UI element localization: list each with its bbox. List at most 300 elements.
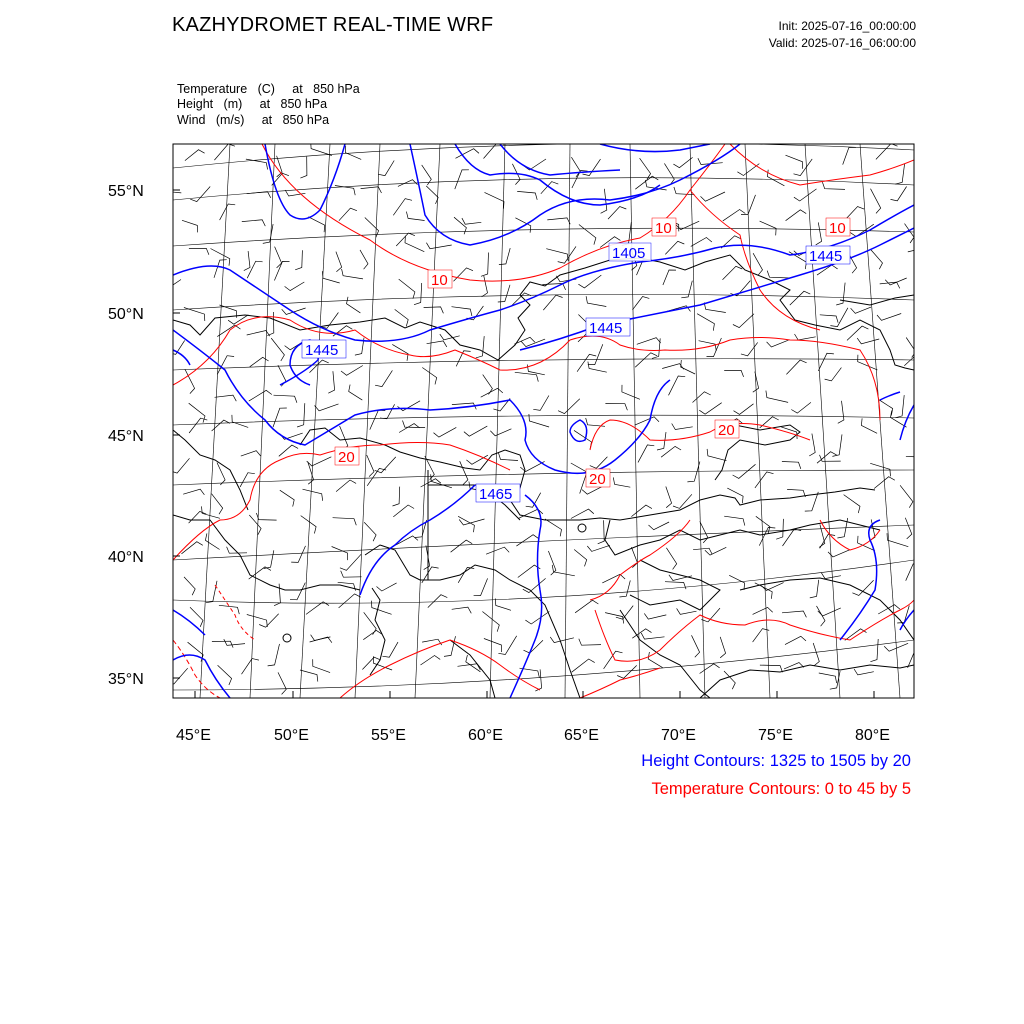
wind-barb [786,210,807,221]
wind-barb [619,580,630,597]
wind-barb [300,670,318,682]
wind-barb [189,511,207,523]
wind-barb [550,637,574,643]
wind-barb [244,251,250,271]
wind-barb [572,659,595,672]
wind-barb [434,427,457,437]
wind-barb [857,338,879,344]
wind-barb [583,159,601,176]
wind-barb [215,395,237,401]
wind-barb [880,282,900,288]
wind-barb [206,581,217,603]
wind-barb [820,315,838,323]
wind-barb [665,241,684,254]
lat-axis [173,190,180,678]
lon-label-65: 65°E [564,727,599,744]
wind-barb [291,546,305,563]
wind-barb [908,247,932,253]
wind-barb [602,574,625,583]
lon-label-60: 60°E [468,727,503,744]
wind-barb [707,449,726,461]
wind-barb [218,665,232,685]
wind-barb [290,583,305,600]
wind-barb [795,334,816,340]
wind-barb [633,297,650,310]
lat-label-50: 50°N [108,306,144,323]
wind-barb [347,297,361,313]
wind-barb [844,495,860,513]
wind-barb [755,472,774,488]
wind-barb [776,519,783,539]
wind-barb [360,250,368,269]
wind-barb [240,473,255,487]
wind-barb [217,325,240,337]
wind-barb [885,278,907,285]
wind-barb [249,567,271,579]
wind-barb [424,545,430,569]
wind-barb [524,640,544,653]
wind-barb [734,404,754,415]
wind-barb [753,253,762,275]
svg-text:20: 20 [718,422,735,439]
wind-barb [315,404,339,411]
wind-barb [297,403,305,427]
wind-barb [300,157,307,179]
wind-barb [558,399,580,414]
wind-barb [825,368,842,381]
wind-barb [693,392,711,403]
wind-barb [525,612,549,625]
wind-barb [451,540,473,552]
wind-barb [821,573,841,579]
wind-barb [427,341,447,347]
wind-barb [887,533,908,547]
wind-barb [904,351,926,366]
wind-barb [393,505,414,517]
field-height: Height (m) at 850 hPa [177,97,328,111]
wind-barb [677,608,697,614]
wind-barb [466,655,481,672]
wind-barb [264,550,274,568]
wind-barb [854,669,874,675]
wind-barb [332,547,348,561]
wind-barb [669,575,692,581]
wind-barb [664,163,674,184]
wind-barb [767,170,784,186]
wind-barb [274,261,289,280]
wind-barb [666,548,676,570]
wind-barb [640,158,651,179]
wind-barb [601,189,607,214]
height-label-1445-west [302,340,346,359]
wind-barb [219,605,239,614]
wind-barb [687,462,700,482]
wind-barb [817,606,826,626]
wind-barb [414,283,422,305]
wind-barb [342,269,363,279]
wind-barb [813,643,819,666]
wind-barb [190,187,210,202]
wind-barb [189,403,205,423]
wind-barb [851,307,871,313]
wind-barb [809,434,815,456]
wind-barb [700,664,720,674]
wind-barb [211,249,230,266]
wind-barb [666,487,672,508]
wind-barb [242,220,265,226]
svg-text:1445: 1445 [809,248,843,265]
temp-label-20-east [715,420,739,439]
wind-barb [692,635,700,657]
wind-barb [543,295,562,310]
wind-barb [307,457,332,466]
wind-barb [727,488,743,503]
lat-label-55: 55°N [108,183,144,200]
lon-label-70: 70°E [661,727,696,744]
wind-barb [259,614,279,627]
wind-barb [877,314,901,321]
wind-barb [818,353,834,371]
wind-barb [460,461,468,485]
wind-barb [339,594,361,608]
wind-barb [641,633,664,639]
wind-barb [241,451,261,456]
wind-barb [188,642,204,661]
temp-label-10-north [652,218,676,237]
wind-barb [697,314,714,331]
wind-barb [832,434,842,456]
wind-barb [644,613,666,619]
wind-barb [495,599,511,611]
wind-barb [361,187,382,193]
wind-barb [691,238,712,247]
wind-barb [162,184,181,193]
lat-label-35: 35°N [108,671,144,688]
wind-barb [406,212,424,221]
wind-barb [699,403,721,415]
wind-barb [285,282,305,291]
svg-text:20: 20 [589,471,606,488]
wind-barb [861,418,877,433]
wind-barb [232,415,248,428]
wind-barb [579,639,601,645]
height-label-1445-east [806,246,850,265]
temp-label-20-west [335,447,359,466]
wind-barb [517,191,537,199]
lon-label-55: 55°E [371,727,406,744]
lat-label-45: 45°N [108,428,144,445]
wind-barb [905,518,912,539]
wind-barb [466,455,488,464]
wind-barb [891,187,907,201]
wind-barb [303,489,323,501]
wind-barb [310,360,329,373]
wind-barb [724,671,735,689]
wind-barb [399,279,415,299]
wind-barb [249,515,261,535]
wind-barb [515,372,539,381]
wind-barb [249,390,272,401]
wind-barb [311,635,331,641]
wind-barb [205,533,219,549]
wind-barb [822,182,845,189]
wind-barb [587,545,610,551]
graticule [173,143,914,698]
wind-barb [638,445,654,463]
svg-text:10: 10 [829,220,846,237]
wind-barb [452,607,472,613]
wind-barb [830,308,848,327]
wind-barb [724,370,743,377]
wind-barb [482,276,488,297]
wind-barb [378,161,394,176]
wind-barb [571,509,594,518]
wind-barb [280,490,294,506]
wind-barb [455,170,469,189]
wind-barb [452,307,472,316]
wind-barb [486,547,509,554]
field-wind: Wind (m/s) at 850 hPa [177,113,330,127]
lon-label-50: 50°E [274,727,309,744]
wind-barb [818,608,841,616]
wind-barb [444,636,456,656]
field-temperature: Temperature (C) at 850 hPa [177,82,360,96]
wind-barb [426,243,451,249]
wind-barb [341,366,363,376]
wind-barbs [162,142,932,695]
wind-barb [574,430,592,448]
wind-barb [308,217,325,232]
svg-text:10: 10 [431,272,448,289]
wind-barb [464,426,487,436]
lon-axis [195,691,874,698]
wind-barb [753,607,773,614]
wind-barb [704,303,726,313]
wind-barb [185,150,205,161]
wind-barb [649,522,670,530]
temp-label-10-center [428,270,452,289]
lon-label-45: 45°E [176,727,211,744]
wind-barb [574,550,587,567]
svg-text:1405: 1405 [612,245,646,262]
wind-barb [426,186,438,204]
wind-barb [723,266,743,279]
wind-barb [224,639,245,645]
wind-barb [635,353,657,367]
wind-barb [421,656,441,666]
wind-barb [876,144,898,160]
wind-barb [810,580,819,598]
wind-barb [906,456,928,464]
wind-barb [322,271,339,283]
wind-barb [247,192,271,198]
wind-barb [723,210,746,221]
wind-barb [499,248,510,265]
wind-barb [393,199,412,216]
wind-barb [349,385,363,401]
height-label-1465 [476,484,520,503]
wind-barb [759,527,775,545]
wind-barb [782,462,801,469]
wind-barb [214,260,227,278]
wind-barb [336,480,356,492]
wind-barb [819,673,837,683]
wind-barb [608,207,626,220]
wind-barb [212,494,223,515]
wind-barb [895,395,904,418]
wind-barb [905,224,915,243]
wind-barb [783,529,802,546]
svg-text:1445: 1445 [589,320,623,337]
init-time: Init: 2025-07-16_00:00:00 [778,19,916,33]
lon-label-80: 80°E [855,727,890,744]
wind-barb [182,220,198,232]
wind-barb [673,494,692,508]
wind-barb [278,672,286,694]
wind-barb [784,663,804,669]
wind-barb [328,371,334,393]
wind-barb [836,283,845,305]
map-title: KAZHYDROMET REAL-TIME WRF [172,14,494,36]
wind-barb [588,362,607,373]
wind-barb [382,642,398,657]
wind-barb [185,369,195,394]
wind-barb [672,424,693,430]
wind-barb [220,204,236,220]
wind-barb [167,668,187,684]
wind-barb [786,360,806,374]
wind-barb [526,493,541,508]
temp-label-10-east [826,218,850,237]
wind-barb [547,218,570,224]
wind-barb [523,578,546,592]
wind-barb [733,314,754,328]
temperature-contour-note: Temperature Contours: 0 to 45 by 5 [651,780,911,798]
wind-barb [673,157,692,167]
wind-barb [733,464,756,478]
wind-barb [214,144,235,160]
wind-barb [377,583,397,591]
height-label-1445-center [586,318,630,337]
wind-barb [794,189,817,201]
temp-label-20-center [586,469,610,488]
wind-barb [274,395,297,403]
wind-barb [370,410,386,429]
wind-barb [247,615,267,628]
wind-barb [720,637,725,658]
wind-barb [184,308,205,322]
wind-barb [189,418,207,433]
wind-barb [380,404,395,419]
country-borders [173,255,914,698]
wind-barb [605,613,624,624]
wind-barb [340,554,361,570]
wind-barb [301,516,316,534]
wind-barb [533,396,549,411]
wind-barb [760,417,779,428]
wind-barb [516,535,538,546]
wind-barb [515,218,530,233]
wind-barb [635,176,658,189]
wind-barb [657,432,666,450]
wind-barb [648,652,663,668]
wind-barb [870,639,878,662]
wind-barb [906,564,921,581]
wind-barb [578,275,601,288]
wind-barb [267,312,273,336]
wind-barb [613,477,630,487]
wind-barb [485,192,505,208]
wind-barb [405,236,424,252]
wind-barb [482,612,499,632]
wind-barb [484,639,502,653]
wind-barb [273,408,287,427]
wind-barb [481,253,489,277]
wind-barb [701,192,726,201]
wind-barb [767,340,789,347]
wind-barb [363,630,382,639]
wind-barb [268,644,280,666]
wind-barb [545,519,562,536]
lat-label-40: 40°N [108,549,144,566]
wind-barb [341,571,362,578]
wind-barb [184,577,195,595]
wind-barb [767,271,789,278]
wind-barb [900,485,913,507]
wind-barb [760,221,777,235]
wind-barb [843,147,856,164]
wind-barb [598,520,605,544]
wind-barb [871,250,882,269]
wind-barb [375,370,392,386]
wind-barb [879,400,893,416]
wind-barb [741,342,758,355]
wind-barb [333,518,357,526]
wind-barb [364,522,376,541]
wind-barb [546,249,568,261]
wind-barb [474,578,488,595]
wind-barb [871,189,881,214]
wind-barb [271,338,284,361]
wind-barb [275,247,282,268]
wind-barb [524,159,546,170]
wind-barb [393,487,400,506]
svg-text:1445: 1445 [305,342,339,359]
wind-barb [820,534,835,548]
wind-barb [846,207,864,219]
wind-barb [791,402,811,413]
svg-text:20: 20 [338,449,355,466]
wind-barb [586,296,606,306]
wind-barb [306,602,329,615]
wind-barb [364,612,377,634]
wind-barb [189,248,209,255]
wind-barb [162,280,181,289]
lon-label-75: 75°E [758,727,793,744]
wind-barb [462,218,481,224]
wind-barb [681,360,695,374]
wind-barb [635,417,659,425]
wind-barb [256,513,276,520]
wind-barb [669,376,686,395]
wind-barb [183,489,204,495]
wind-barb [786,155,803,169]
wind-barb [476,336,484,358]
wind-barb [421,479,441,487]
wind-barb [838,401,844,424]
wind-barb [313,659,330,672]
wind-barb [212,641,233,647]
